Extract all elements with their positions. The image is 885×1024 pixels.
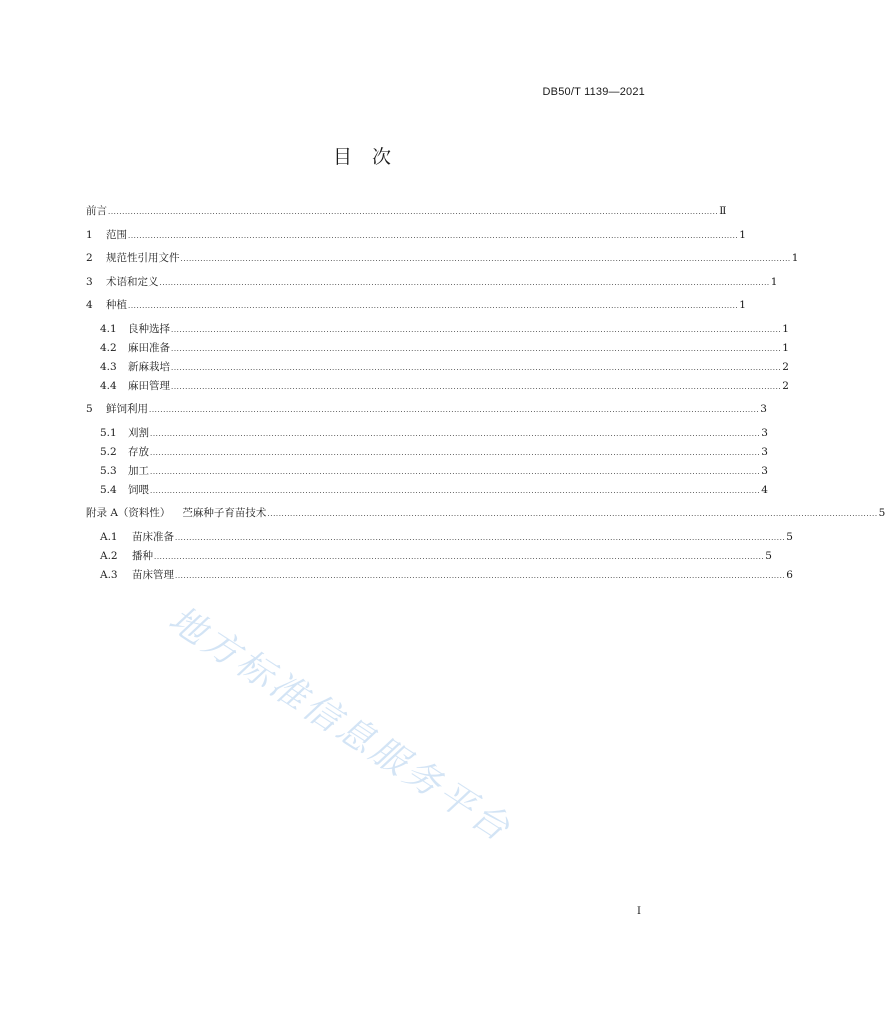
toc-leader-dots: ........................................................................................................................................................................................................................ [171, 363, 782, 372]
toc-entry-page: 1 [791, 252, 799, 264]
toc-entry-title: 种植 [106, 299, 127, 311]
toc-entry-5[interactable] [86, 402, 767, 416]
toc-entry-page: 5 [765, 549, 772, 562]
toc-entry-title: 麻田准备 [128, 341, 170, 354]
toc-entry-page: 3 [761, 426, 768, 439]
toc-leader-dots: ........................................................................................................................................................................................................................ [171, 325, 782, 334]
toc-entry-4-1[interactable] [86, 322, 789, 336]
toc-entry-title: 刈割 [128, 426, 149, 439]
toc-entry-title: 前言 [86, 205, 107, 217]
toc-entry-title: 苎麻种子育苗技术 [182, 507, 267, 519]
toc-entry-title: 范围 [106, 228, 127, 241]
document-code: DB50/T 1139—2021 [542, 86, 645, 98]
toc-entry-title: 加工 [128, 464, 149, 477]
toc-entry-title: 鲜饲利用 [106, 403, 148, 415]
toc-leader-dots: ........................................................................................................................................................................................................................ [108, 208, 719, 216]
toc-leader-dots: ........................................................................................................................................................................................................................ [159, 278, 770, 287]
table-of-contents [86, 204, 885, 591]
toc-entry-5-2[interactable] [86, 445, 768, 459]
toc-entry-page: 5 [878, 507, 885, 519]
toc-entry-number: 4.4 [100, 379, 117, 392]
toc-entry-4[interactable] [86, 298, 746, 312]
toc-entry-number: 3 [86, 275, 93, 288]
toc-entry-4-3[interactable] [86, 360, 789, 374]
toc-entry-title: 规范性引用文件 [106, 252, 180, 264]
toc-entry-a-1[interactable] [86, 530, 793, 544]
toc-entry-number: 5 [86, 403, 93, 415]
toc-entry-5-4[interactable] [86, 483, 768, 497]
toc-entry-page: 3 [761, 464, 768, 477]
toc-entry-page: 4 [761, 483, 768, 496]
toc-entry-1[interactable] [86, 228, 746, 242]
toc-entry-number: 4 [86, 299, 93, 311]
toc-entry-a-3[interactable] [86, 568, 793, 582]
toc-entry-number: 5.3 [100, 464, 117, 477]
toc-entry-title: 术语和定义 [106, 275, 159, 288]
toc-leader-dots: ........................................................................................................................................................................................................................ [175, 533, 786, 542]
toc-entry-number: 1 [86, 228, 93, 241]
toc-entry-page: Ⅱ [719, 205, 727, 217]
toc-entry-number: A.1 [100, 530, 118, 543]
toc-entry-title: 存放 [128, 445, 149, 458]
toc-entry-page: 1 [739, 299, 746, 311]
toc-leader-dots: ........................................................................................................................................................................................................................ [150, 467, 761, 476]
toc-entry-4-2[interactable] [86, 341, 789, 355]
toc-leader-dots: ........................................................................................................................................................................................................................ [175, 571, 786, 580]
toc-entry-appendix-a[interactable] [86, 506, 885, 520]
toc-leader-dots: ........................................................................................................................................................................................................................ [128, 302, 739, 310]
toc-entry-5-3[interactable] [86, 464, 768, 478]
toc-leader-dots: ........................................................................................................................................................................................................................ [171, 344, 782, 353]
toc-entry-2[interactable] [86, 251, 799, 265]
toc-entry-5-1[interactable] [86, 426, 768, 440]
toc-entry-page: 1 [770, 275, 778, 288]
toc-leader-dots: ........................................................................................................................................................................................................................ [150, 429, 761, 438]
toc-leader-dots: ........................................................................................................................................................................................................................ [149, 406, 760, 414]
toc-leader-dots: ........................................................................................................................................................................................................................ [128, 231, 739, 240]
toc-entry-number: 5.1 [100, 426, 117, 439]
toc-entry-page: 3 [760, 403, 767, 415]
toc-entry-number: 4.3 [100, 360, 117, 373]
toc-entry-a-2[interactable] [86, 549, 772, 563]
watermark-text: 地方标准信息服务平台 [161, 598, 520, 851]
toc-entry-number: 附录 A（资料性） [86, 507, 171, 519]
toc-entry-title: 苗床准备 [132, 530, 174, 543]
toc-entry-3[interactable] [86, 275, 778, 289]
toc-entry-page: 1 [782, 341, 789, 354]
page-title: 目次 [332, 146, 411, 168]
toc-entry-foreword[interactable] [86, 204, 727, 218]
toc-entry-page: 1 [739, 228, 746, 241]
toc-leader-dots: ........................................................................................................................................................................................................................ [267, 510, 878, 518]
toc-entry-page: 2 [782, 379, 789, 392]
toc-leader-dots: ........................................................................................................................................................................................................................ [154, 552, 765, 561]
toc-entry-title: 新麻栽培 [128, 360, 170, 373]
toc-entry-title: 苗床管理 [132, 568, 174, 581]
toc-entry-title: 麻田管理 [128, 379, 170, 392]
toc-entry-title: 饲喂 [128, 483, 149, 496]
toc-leader-dots: ........................................................................................................................................................................................................................ [150, 448, 761, 457]
page-number: I [637, 906, 641, 917]
toc-entry-title: 播种 [132, 549, 153, 562]
toc-entry-4-4[interactable] [86, 379, 789, 393]
toc-leader-dots: ........................................................................................................................................................................................................................ [180, 255, 791, 263]
toc-entry-number: A.2 [100, 549, 118, 562]
toc-entry-number: 2 [86, 252, 93, 264]
toc-entry-page: 5 [786, 530, 793, 543]
toc-leader-dots: ........................................................................................................................................................................................................................ [171, 382, 782, 391]
toc-entry-number: A.3 [100, 568, 118, 581]
toc-entry-page: 1 [782, 322, 789, 335]
toc-entry-page: 6 [786, 568, 793, 581]
toc-entry-number: 5.4 [100, 483, 117, 496]
toc-entry-page: 2 [782, 360, 789, 373]
toc-leader-dots: ........................................................................................................................................................................................................................ [150, 486, 761, 495]
toc-entry-page: 3 [761, 445, 768, 458]
toc-entry-number: 4.2 [100, 341, 117, 354]
toc-entry-number: 5.2 [100, 445, 117, 458]
toc-entry-title: 良种选择 [128, 322, 170, 335]
toc-entry-number: 4.1 [100, 322, 117, 335]
